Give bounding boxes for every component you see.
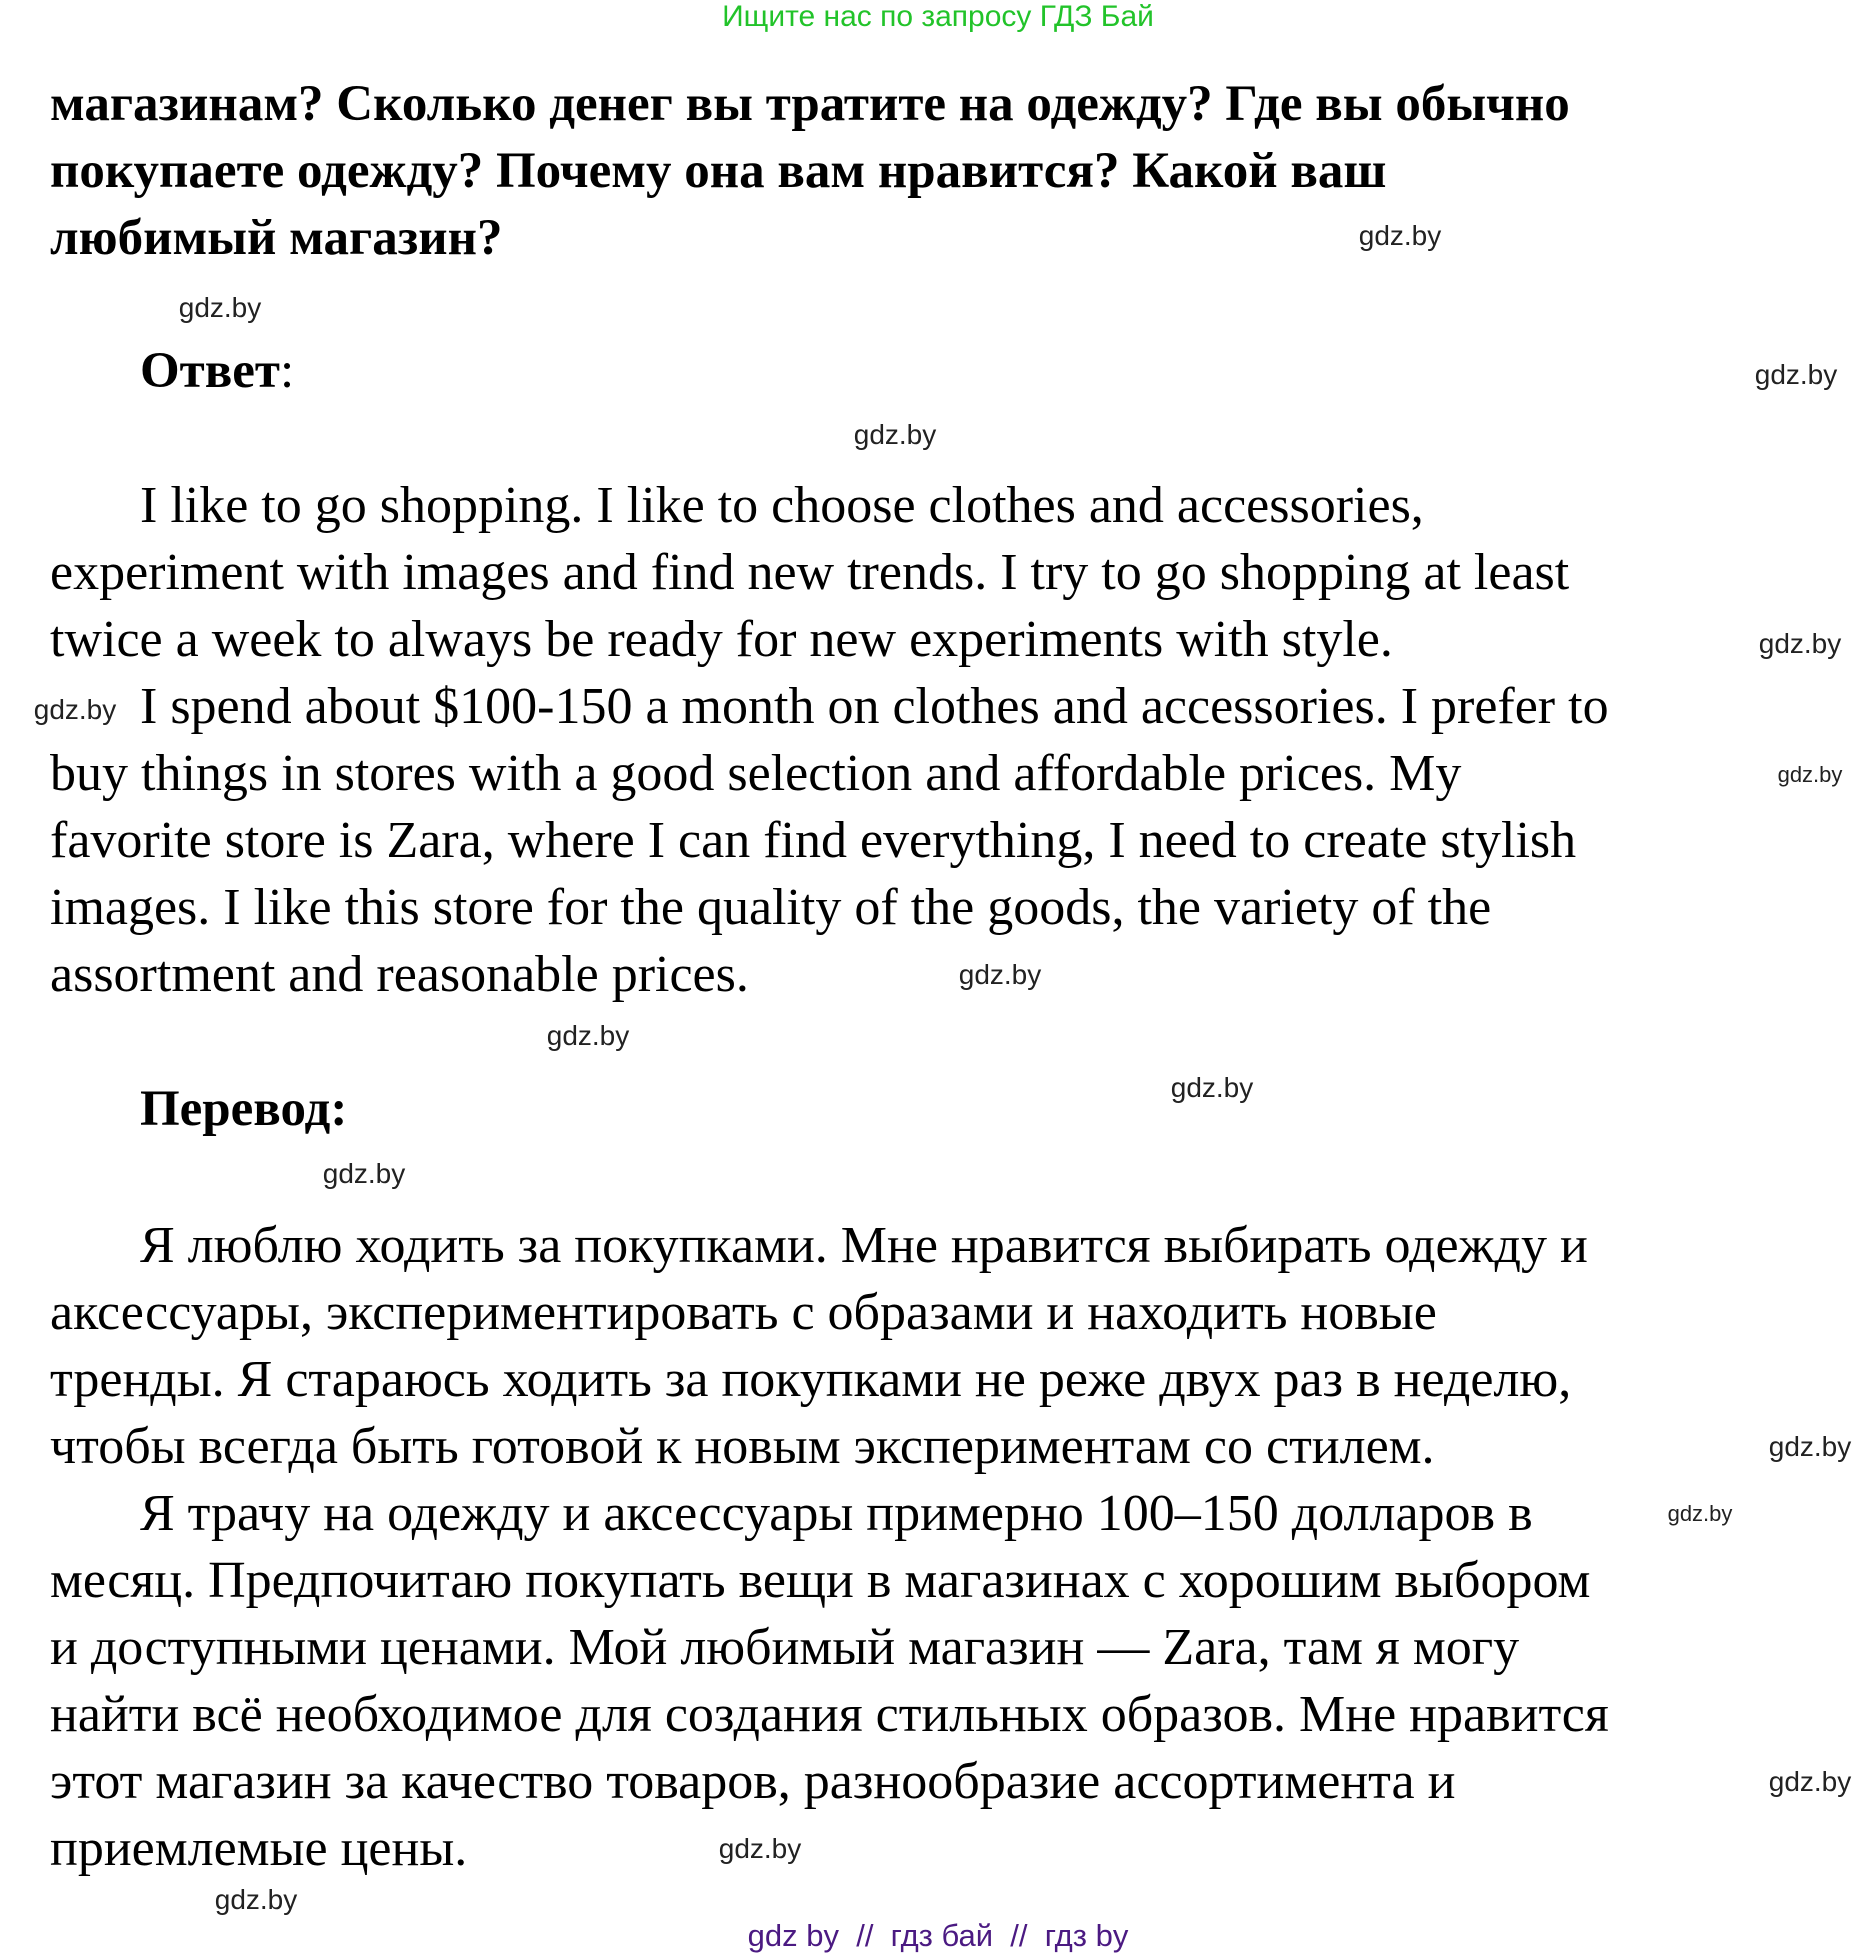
answer-heading-text: Ответ [140, 343, 280, 399]
watermark: gdz.by [718, 1833, 802, 1864]
watermark: gdz.by [1768, 1766, 1852, 1797]
answer-line: I spend about $100-150 a month on clothes and accessories. I prefer to [140, 678, 1609, 735]
search-banner: Ищите нас по запросу ГДЗ Бай [722, 0, 1154, 33]
watermark: gdz.by [1754, 359, 1838, 390]
answer-heading [140, 341, 294, 401]
translation-line: месяц. Предпочитаю покупать вещи в магазинах с хорошим выбором [50, 1552, 1591, 1609]
footer-links: gdz by // гдз бай // гдз by [747, 1918, 1129, 1953]
answer-line: experiment with images and find new trends. I try to go shopping at least [50, 544, 1570, 601]
watermark: gdz.by [853, 419, 937, 450]
watermark: gdz.by [214, 1884, 298, 1915]
answer-line: favorite store is Zara, where I can find everything, I need to create stylish [50, 812, 1577, 869]
translation-line: аксессуары, экспериментировать с образами и находить новые [50, 1284, 1437, 1341]
translation-line: Я люблю ходить за покупками. Мне нравится выбирать одежду и [140, 1217, 1588, 1274]
question-line: покупаете одежду? Почему она вам нравится? Какой ваш [50, 143, 1387, 199]
translation-line: тренды. Я стараюсь ходить за покупками не реже двух раз в неделю, [50, 1351, 1572, 1408]
translation-line: этот магазин за качество товаров, разнообразие ассортимента и [50, 1753, 1456, 1810]
answer-line: images. I like this store for the quality of the goods, the variety of the [50, 879, 1492, 936]
watermark: gdz.by [1768, 1431, 1852, 1462]
translation-line: найти всё необходимое для создания стильных образов. Мне нравится [50, 1686, 1609, 1743]
watermark: gdz.by [1170, 1072, 1254, 1103]
watermark: gdz.by [1758, 628, 1842, 659]
answer-line: twice a week to always be ready for new experiments with style. [50, 611, 1393, 668]
question-line: любимый магазин? [50, 210, 503, 266]
watermark: gdz.by [1777, 762, 1843, 787]
translation-line: чтобы всегда быть готовой к новым экспериментам со стилем. [50, 1418, 1435, 1475]
watermark: gdz.by [322, 1158, 406, 1189]
watermark: gdz.by [1358, 220, 1442, 251]
watermark: gdz.by [958, 959, 1042, 990]
watermark: gdz.by [178, 292, 262, 323]
answer-line: assortment and reasonable prices. [50, 946, 749, 1003]
translation-heading: Перевод: [140, 1081, 348, 1137]
watermark: gdz.by [33, 694, 117, 725]
watermark: gdz.by [1667, 1501, 1733, 1526]
translation-line: Я трачу на одежду и аксессуары примерно 100–150 долларов в [140, 1485, 1533, 1542]
translation-line: и доступными ценами. Мой любимый магазин — Zara, там я могу [50, 1619, 1520, 1676]
answer-line: buy things in stores with a good selection and affordable prices. My [50, 745, 1462, 802]
translation-line: приемлемые цены. [50, 1820, 468, 1877]
answer-colon: : [279, 343, 295, 399]
question-line: магазинам? Сколько денег вы тратите на одежду? Где вы обычно [50, 76, 1570, 132]
watermark: gdz.by [546, 1020, 630, 1051]
answer-line: I like to go shopping. I like to choose clothes and accessories, [140, 477, 1424, 534]
